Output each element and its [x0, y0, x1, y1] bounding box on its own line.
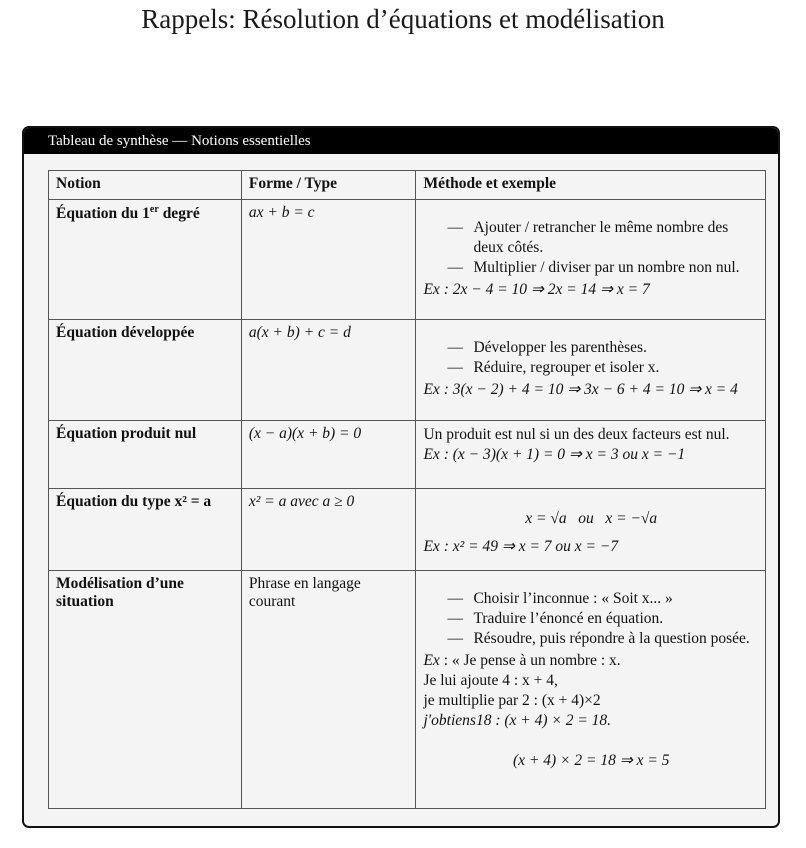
- header-notion: Notion: [49, 171, 242, 200]
- example-label: Ex: [423, 652, 440, 669]
- form-cell: Phrase en langage courant: [241, 571, 416, 809]
- method-step: — Choisir l’inconnue : « Soit x... »: [473, 589, 759, 609]
- method-step: — Développer les parenthèses.: [473, 338, 759, 358]
- method-cell: [416, 571, 766, 809]
- example-label: Ex: [423, 538, 440, 555]
- table-row: [49, 571, 766, 809]
- notion-cell: Équation du type x² = a: [49, 489, 242, 571]
- method-cell: [416, 320, 766, 421]
- method-cell: [416, 421, 766, 489]
- form-cell: (x − a)(x + b) = 0: [241, 421, 416, 489]
- example-text: je multiplie par 2 : (x + 4)×2: [423, 692, 601, 709]
- form-cell: a(x + b) + c = d: [241, 320, 416, 421]
- summary-box: [22, 126, 780, 828]
- header-method: Méthode et exemple: [416, 171, 766, 200]
- example-label: Ex: [423, 446, 440, 463]
- method-step: — Traduire l’énoncé en équation.: [473, 609, 759, 629]
- example-text: : 2x − 4 = 10 ⇒ 2x = 14 ⇒ x = 7: [439, 281, 650, 298]
- table-row: [49, 320, 766, 421]
- notion-cell: Modélisation d’une situation: [49, 571, 242, 809]
- form-cell: x² = a avec a ≥ 0: [241, 489, 416, 571]
- notion-cell: Équation développée: [49, 320, 242, 421]
- example-text: : (x − 3)(x + 1) = 0 ⇒ x = 3 ou x = −1: [439, 446, 686, 463]
- table-row: [49, 489, 766, 571]
- example-text: j′obtiens18 : (x + 4) × 2 = 18.: [423, 712, 612, 729]
- summary-table: [48, 170, 766, 809]
- method-step: — Multiplier / diviser par un nombre non nul.: [473, 258, 759, 278]
- method-text: Un produit est nul si un des deux facteurs est nul.: [423, 426, 730, 443]
- method-cell: [416, 489, 766, 571]
- notion-cell: Équation produit nul: [49, 421, 242, 489]
- example-label: Ex: [423, 381, 440, 398]
- header-form: Forme / Type: [241, 171, 416, 200]
- example-text: Je lui ajoute 4 : x + 4,: [423, 672, 558, 689]
- method-step: — Réduire, regrouper et isoler x.: [473, 358, 759, 378]
- page-title: Rappels: Résolution d’équations et modélisation: [141, 4, 665, 34]
- box-header: Tableau de synthèse — Notions essentielles: [24, 128, 778, 154]
- table-header-row: [49, 171, 766, 200]
- method-cell: [416, 200, 766, 320]
- form-cell: ax + b = c: [241, 200, 416, 320]
- example-text: : x² = 49 ⇒ x = 7 ou x = −7: [439, 538, 619, 555]
- formula: (x + 4) × 2 = 18 ⇒ x = 5: [513, 752, 670, 769]
- example-text: : « Je pense à un nombre : x.: [439, 652, 621, 669]
- table-row: [49, 200, 766, 320]
- example-text: : 3(x − 2) + 4 = 10 ⇒ 3x − 6 + 4 = 10 ⇒ x = 4: [439, 381, 738, 398]
- notion-cell: Équation du 1er degré: [49, 200, 242, 320]
- table-row: [49, 421, 766, 489]
- method-step: — Résoudre, puis répondre à la question posée.: [473, 629, 759, 649]
- example-label: Ex: [423, 281, 440, 298]
- method-step: — Ajouter / retrancher le même nombre des deux côtés.: [473, 218, 759, 258]
- formula: x = √a ou x = −√a: [525, 510, 658, 527]
